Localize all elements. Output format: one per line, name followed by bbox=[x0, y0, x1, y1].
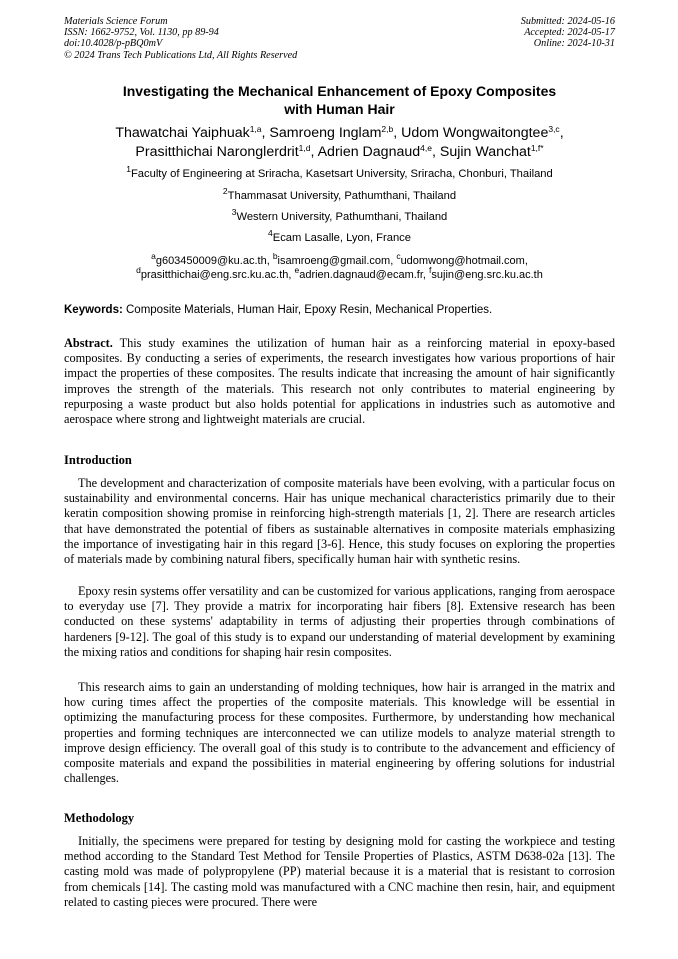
author-name: Samroeng Inglam bbox=[269, 125, 382, 141]
methodology-paragraph: Initially, the specimens were prepared for testing by designing mold for casting the workpiece and testing method according to the Standard Test Method for Tensile Properties of Plastics, ASTM D638-02a [13]. The casting mold was made of polypropylene (PP) material because it is a material that is resistant to corrosion from chemicals [14]. The casting mold was manufactured with a CNC machine then resin, hair, and equipment related to casting pieces were procured. There were bbox=[64, 834, 615, 909]
abstract-text: This study examines the utilization of human hair as a reinforcing material in epoxy-based composites. By conducting a series of experiments, the research investigates how various proportions of hair impact the properties of these composites. The results indicate that increasing the amount of hair significantly improves the strength of the materials. This research not only contributes to material engineering by repurposing a waste product but also holds potential for applications in industries such as automotive and aerospace where strong and lightweight materials are crucial. bbox=[64, 336, 615, 427]
keywords bbox=[64, 303, 492, 317]
author-affiliation-mark: 1,d bbox=[298, 143, 311, 153]
email-line bbox=[64, 251, 615, 268]
affiliation bbox=[64, 228, 615, 245]
author-list bbox=[64, 124, 615, 162]
abstract bbox=[64, 336, 615, 427]
publication-info bbox=[64, 16, 297, 61]
email-mark: b bbox=[272, 251, 278, 261]
affiliation bbox=[64, 164, 615, 181]
publication-dates bbox=[521, 16, 615, 50]
email-line bbox=[64, 265, 615, 282]
accepted-date: Accepted: 2024-05-17 bbox=[524, 27, 615, 39]
online-date: Online: 2024-10-31 bbox=[533, 38, 615, 50]
author-separator: , bbox=[261, 125, 270, 141]
email-address: g603450009@ku.ac.th, bbox=[155, 255, 273, 267]
author-name: Adrien Dagnaud bbox=[317, 144, 421, 160]
affiliation-text: Ecam Lasalle, Lyon, France bbox=[272, 232, 411, 244]
keywords-text: Composite Materials, Human Hair, Epoxy Resin, Mechanical Properties. bbox=[122, 304, 493, 316]
author-affiliation-mark: 1,a bbox=[249, 124, 262, 134]
email-address: prasitthichai@eng.src.ku.ac.th, bbox=[140, 269, 295, 281]
journal-name: Materials Science Forum bbox=[64, 16, 168, 27]
intro-paragraph: This research aims to gain an understanding of molding techniques, how hair is arranged in the matrix and how curing times affect the properties of the composite materials. This knowledge will be essential in optimizing the manufacturing process for these composites. Furthermore, by understanding how mechanical properties and forming techniques are interconnected we can utilize models to analyze material strength to improve design efficiency. The overall goal of this study is to contribute to the advancement and efficiency of composite materials and expand the possibilities in material engineering by offering solutions for industrial challenges. bbox=[64, 680, 615, 786]
submitted-date: Submitted: 2024-05-16 bbox=[520, 16, 615, 27]
affiliation-text: Western University, Pathumthani, Thailand bbox=[236, 211, 448, 223]
author-separator: , bbox=[393, 125, 402, 141]
issn: ISSN: 1662-9752, Vol. 1130, pp 89-94 bbox=[64, 27, 219, 39]
affiliation-text: Thammasat University, Pathumthani, Thailand bbox=[227, 190, 457, 202]
author-line bbox=[64, 143, 615, 162]
email-address: adrien.dagnaud@ecam.fr, bbox=[299, 269, 430, 281]
affiliation-number: 4 bbox=[268, 228, 273, 238]
keywords-label: Keywords: bbox=[64, 304, 123, 316]
email-mark: d bbox=[136, 265, 141, 275]
email-mark: a bbox=[151, 251, 156, 261]
author-affiliation-mark: 4,e bbox=[420, 143, 432, 153]
email-address: sujin@eng.src.ku.ac.th bbox=[431, 269, 543, 281]
section-heading-introduction: Introduction bbox=[64, 453, 132, 467]
author-name: Udom Wongwaitongtee bbox=[401, 125, 549, 141]
email-mark: c bbox=[396, 251, 401, 261]
author-affiliation-mark: 1,f* bbox=[530, 143, 544, 153]
author-separator: , bbox=[431, 144, 440, 160]
doi: doi:10.4028/p-pBQ0mV bbox=[64, 38, 163, 50]
affiliation bbox=[64, 186, 615, 203]
author-name: Thawatchai Yaiphuak bbox=[115, 125, 250, 141]
author-separator: , bbox=[310, 144, 318, 160]
title-line: Investigating the Mechanical Enhancement of Epoxy Composites bbox=[122, 83, 557, 99]
author-affiliation-mark: 3,c bbox=[548, 124, 560, 134]
section-heading-methodology: Methodology bbox=[64, 811, 135, 825]
title-line: with Human Hair bbox=[284, 101, 395, 117]
affiliation-text: Faculty of Engineering at Sriracha, Kasetsart University, Sriracha, Chonburi, Thailand bbox=[130, 168, 553, 180]
author-separator: , bbox=[559, 125, 564, 141]
affiliation bbox=[64, 207, 615, 224]
intro-paragraph: The development and characterization of composite materials have been evolving, with a particular focus on sustainability and environmental concerns. Hair has unique mechanical characteristics primarily due to their keratin composition showing promise in reinforcing high-strength materials [1, 2]. There are research articles that have demonstrated the potential of fibers as sustainable alternatives in composite materials emphasizing the importance of investigating hair in this regard [3-6]. Hence, this study focuses on exploring the properties of materials made by combining natural fibers, specifically human hair with synthetic resins. bbox=[64, 476, 615, 567]
email-mark: f bbox=[429, 265, 432, 275]
abstract-label: Abstract. bbox=[64, 336, 113, 350]
email-address: isamroeng@gmail.com, bbox=[277, 255, 397, 267]
affiliation-number: 1 bbox=[126, 164, 131, 174]
affiliation-number: 2 bbox=[222, 186, 228, 196]
paper-title bbox=[64, 82, 615, 118]
author-emails bbox=[64, 251, 615, 282]
author-line bbox=[64, 124, 615, 143]
author-affiliation-mark: 2,b bbox=[381, 124, 394, 134]
author-name: Prasitthichai Naronglerdrit bbox=[135, 144, 299, 160]
email-mark: e bbox=[294, 265, 300, 275]
copyright: © 2024 Trans Tech Publications Ltd, All Rights Reserved bbox=[64, 49, 298, 61]
email-address: udomwong@hotmail.com, bbox=[400, 255, 528, 267]
affiliation-number: 3 bbox=[231, 207, 237, 217]
intro-paragraph: Epoxy resin systems offer versatility and can be customized for various applications, ranging from aerospace to everyday use [7]. They provide a matrix for incorporating hair fibers [8]. Extensive research has been conducted on these systems' adaptability in terms of adjusting their properties through combinations of hardeners [9-12]. The goal of this study is to expand our understanding of material development by examining the mixing ratios and conditions for shaping hair resin composites. bbox=[64, 584, 615, 659]
author-name: Sujin Wanchat bbox=[439, 144, 531, 160]
